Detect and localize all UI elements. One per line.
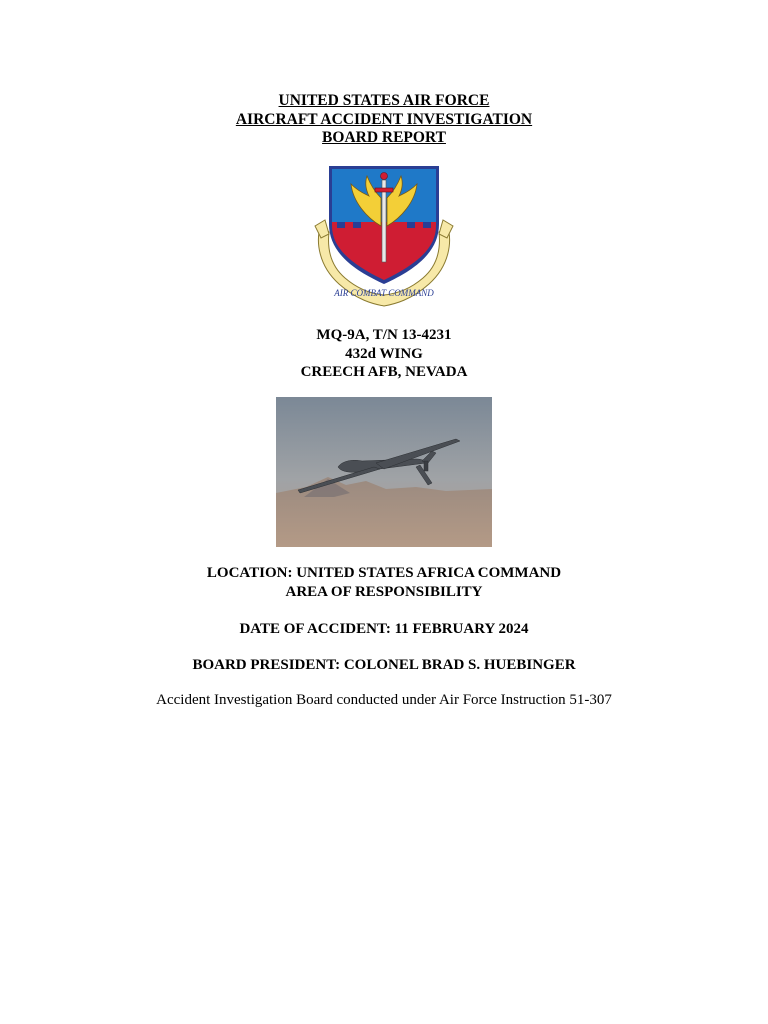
location-line-1: LOCATION: UNITED STATES AFRICA COMMAND (206, 565, 562, 581)
title-line-3: BOARD REPORT (322, 129, 446, 146)
title-line-2: AIRCRAFT ACCIDENT INVESTIGATION (235, 110, 533, 128)
board-president: BOARD PRESIDENT: COLONEL BRAD S. HUEBINGER (192, 657, 576, 673)
location-line-2: AREA OF RESPONSIBILITY (285, 584, 483, 600)
svg-text:AIR COMBAT COMMAND: AIR COMBAT COMMAND (334, 288, 434, 298)
title-line-1: UNITED STATES AIR FORCE (278, 92, 490, 109)
mq9-aircraft-photo (276, 397, 492, 547)
report-title (0, 92, 768, 148)
aircraft-identification (0, 326, 768, 382)
air-combat-command-emblem (311, 162, 457, 312)
conducted-under-note: Accident Investigation Board conducted under Air Force Instruction 51-307 (156, 692, 612, 708)
aircraft-wing-line: 432d WING (345, 345, 423, 362)
aircraft-model-line: MQ-9A, T/N 13-4231 (316, 327, 452, 343)
aircraft-base-line: CREECH AFB, NEVADA (300, 364, 468, 380)
accident-date: DATE OF ACCIDENT: 11 FEBRUARY 2024 (239, 621, 529, 637)
location-block (0, 564, 768, 602)
